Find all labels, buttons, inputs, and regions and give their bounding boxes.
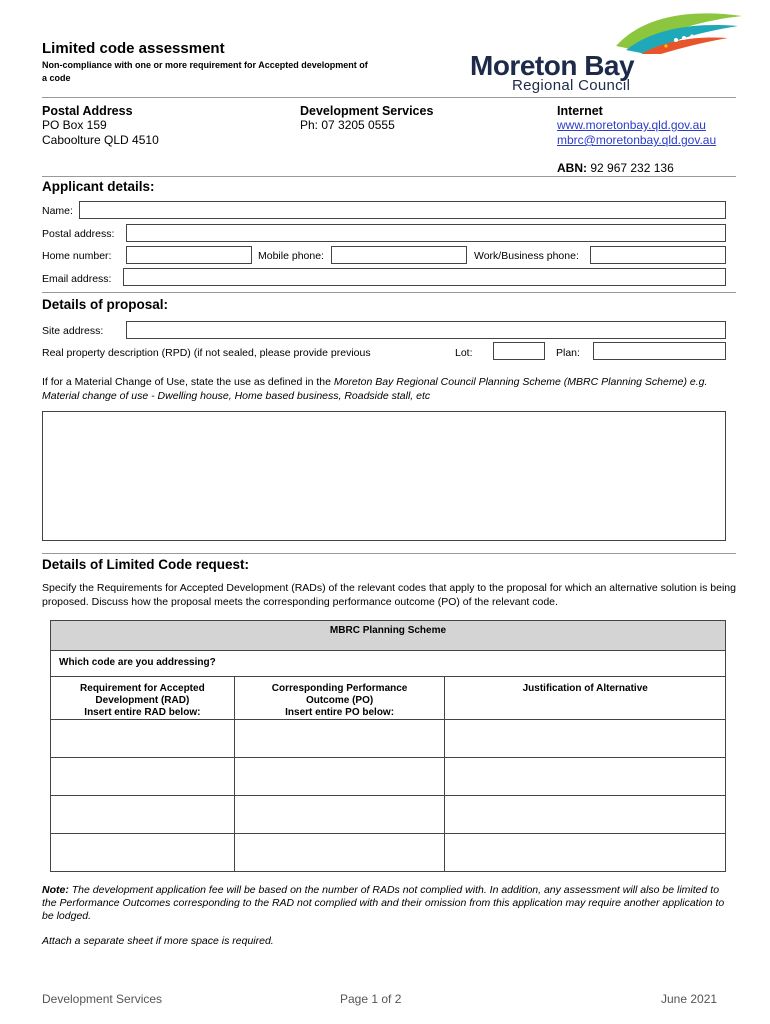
note-text: The development application fee will be based on the number of RADs not complied with. In addition, any assessment will also be limited to the Performance Outcomes corresponding to the RAD not complied with and their omission from this application may require another application to be lodged. <box>42 884 725 922</box>
email-link[interactable]: mbrc@moretonbay.qld.gov.au <box>557 133 717 147</box>
note-label: Note: <box>42 884 69 896</box>
dev-heading: Development Services <box>300 104 434 118</box>
po-header-line1: Corresponding Performance <box>271 683 408 694</box>
dev-phone: Ph: 07 3205 0555 <box>300 118 395 132</box>
postal-address-input[interactable] <box>126 224 726 242</box>
email-address-input[interactable] <box>123 268 726 286</box>
rad-column-header <box>51 677 235 720</box>
name-input[interactable] <box>79 201 726 219</box>
form-subtitle: Non-compliance with one or more requirement for Accepted development of a code <box>42 60 368 83</box>
mobile-phone-input[interactable] <box>331 246 467 264</box>
po-header-line3: Insert entire PO below: <box>285 707 395 718</box>
table-row <box>51 720 726 758</box>
contacts-divider <box>42 176 736 177</box>
code-table <box>50 620 726 872</box>
dev-services-block <box>300 104 433 133</box>
postal-heading: Postal Address <box>42 104 133 118</box>
postal-address-label: Postal address: <box>42 228 115 240</box>
footer-department: Development Services <box>42 992 163 1006</box>
proposal-divider <box>42 553 736 554</box>
rad-header-line3: Insert entire RAD below: <box>84 707 201 718</box>
abn-label: ABN: <box>557 161 587 175</box>
home-number-label: Home number: <box>42 250 112 262</box>
site-address-input[interactable] <box>126 321 726 339</box>
footer-date: June 2021 <box>661 992 718 1006</box>
mcu-text-plain: If for a Material Change of Use, state the use as defined in the <box>42 376 334 388</box>
mcu-text-italic: Moreton Bay Regional Council Planning Scheme (MBRC Planning Scheme) e.g. Material change of use - Dwelling house, Home based business, Roadside stall, etc <box>42 376 708 402</box>
rpd-label: Real property description (RPD) (if not sealed, please provide previous <box>42 347 371 359</box>
mcu-instructions <box>42 375 732 403</box>
form-title: Limited code assessment <box>42 40 225 57</box>
email-address-label: Email address: <box>42 273 112 285</box>
rad-header-line2: Development (RAD) <box>95 695 190 706</box>
internet-block <box>557 104 716 148</box>
rad-cell[interactable] <box>51 720 235 758</box>
rad-cell[interactable] <box>51 796 235 834</box>
postal-line1: PO Box 159 <box>42 118 107 132</box>
po-header-line2: Outcome (PO) <box>305 695 374 706</box>
applicant-heading: Applicant details: <box>42 179 155 194</box>
table-row <box>51 834 726 872</box>
justification-column-header: Justification of Alternative <box>445 677 726 720</box>
justification-cell[interactable] <box>445 796 726 834</box>
justification-cell[interactable] <box>445 720 726 758</box>
website-link[interactable]: www.moretonbay.qld.gov.au <box>557 118 706 132</box>
proposal-heading: Details of proposal: <box>42 297 169 312</box>
logo-swoosh-icon <box>466 8 746 54</box>
table-row <box>51 796 726 834</box>
work-phone-label: Work/Business phone: <box>474 250 579 262</box>
lot-label: Lot: <box>455 347 473 359</box>
footer-page-number: Page 1 of 2 <box>340 992 402 1006</box>
plan-input[interactable] <box>593 342 726 360</box>
abn-value: 92 967 232 136 <box>590 161 674 175</box>
rad-cell[interactable] <box>51 834 235 872</box>
justification-cell[interactable] <box>445 834 726 872</box>
limited-code-instructions: Specify the Requirements for Accepted Development (RADs) of the relevant codes that apply to the proposal for which an alternative solution is being proposed. Discuss how the proposal meets the corresponding performance outcome (PO) of the relevant code. <box>42 582 736 608</box>
postal-line2: Caboolture QLD 4510 <box>42 133 159 147</box>
applicant-divider <box>42 292 736 293</box>
council-logo <box>466 8 746 98</box>
mobile-phone-label: Mobile phone: <box>258 250 324 262</box>
rad-cell[interactable] <box>51 758 235 796</box>
abn-line <box>557 161 674 176</box>
site-address-label: Site address: <box>42 325 104 337</box>
name-label: Name: <box>42 205 73 217</box>
fee-note <box>42 884 732 923</box>
logo-wordmark: Moreton Bay <box>470 50 635 81</box>
internet-heading: Internet <box>557 104 603 118</box>
use-description-textarea[interactable] <box>42 411 726 541</box>
which-code-cell[interactable] <box>51 651 726 677</box>
postal-address-block <box>42 104 159 148</box>
po-cell[interactable] <box>234 796 445 834</box>
home-number-input[interactable] <box>126 246 252 264</box>
table-row <box>51 758 726 796</box>
lot-input[interactable] <box>493 342 545 360</box>
header-divider <box>42 97 736 98</box>
rad-header-line1: Requirement for Accepted <box>80 683 205 694</box>
limited-code-heading: Details of Limited Code request: <box>42 557 250 572</box>
po-cell[interactable] <box>234 758 445 796</box>
plan-label: Plan: <box>556 347 580 359</box>
table-title: MBRC Planning Scheme <box>51 621 726 651</box>
po-cell[interactable] <box>234 720 445 758</box>
work-phone-input[interactable] <box>590 246 726 264</box>
attach-note: Attach a separate sheet if more space is required. <box>42 935 274 947</box>
po-cell[interactable] <box>234 834 445 872</box>
which-code-label: Which code are you addressing? <box>59 657 216 668</box>
justification-cell[interactable] <box>445 758 726 796</box>
logo-subtitle: Regional Council <box>512 77 631 94</box>
po-column-header <box>234 677 445 720</box>
